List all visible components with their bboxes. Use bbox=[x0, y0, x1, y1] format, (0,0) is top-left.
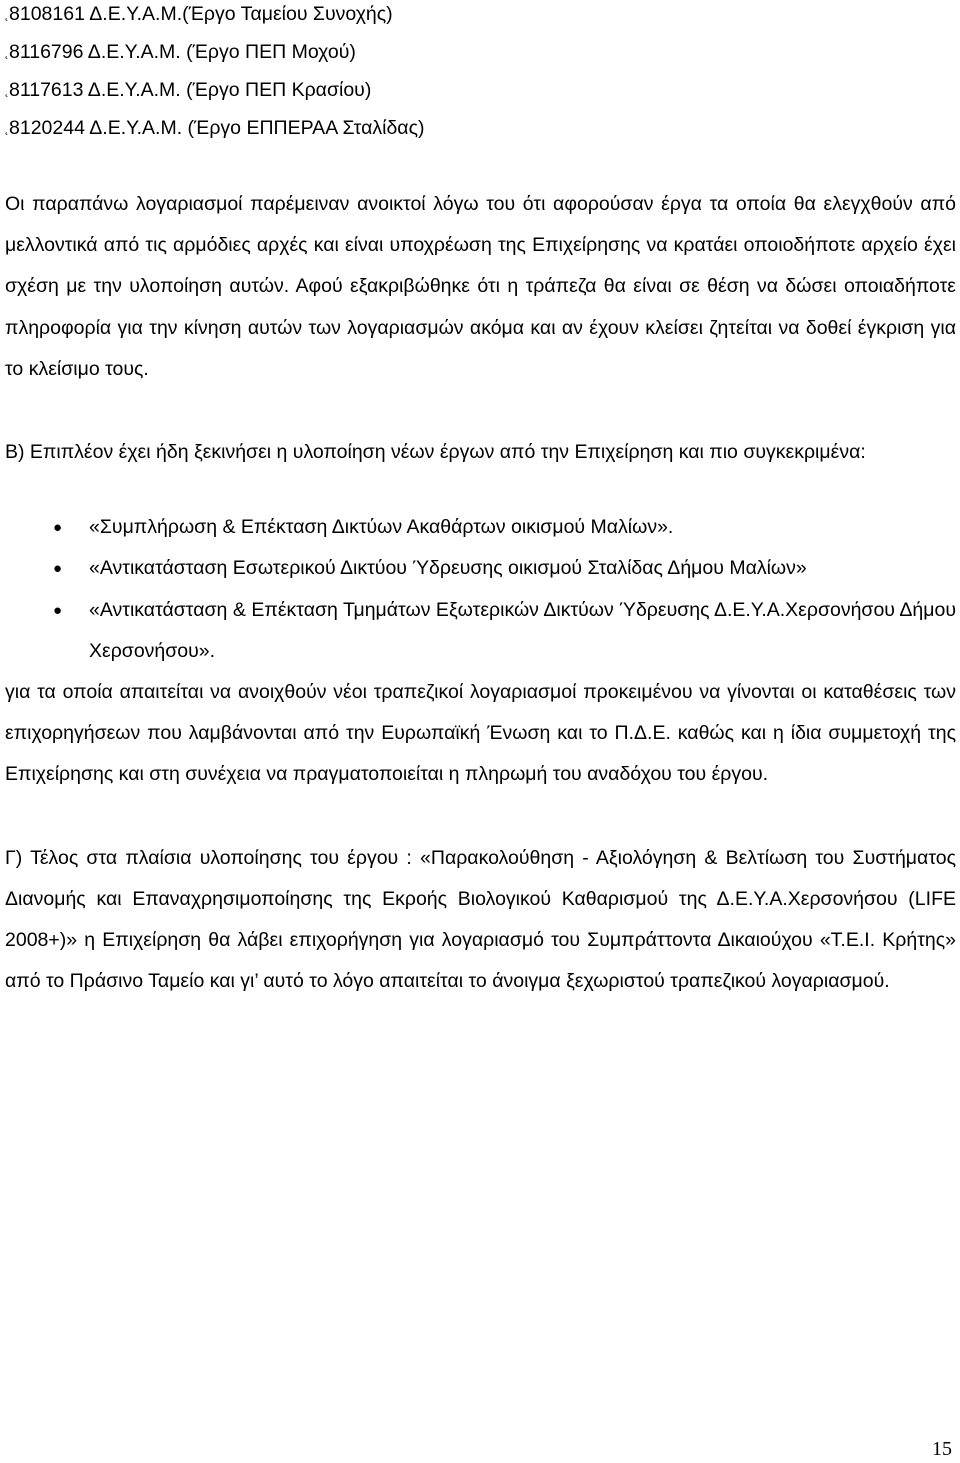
project-item: ● «Συμπλήρωση & Επέκταση Δικτύων Ακαθάρτων οικισμού Μαλίων». bbox=[5, 507, 956, 548]
page-number: 15 bbox=[932, 1438, 952, 1460]
tick-mark: ˛ bbox=[5, 45, 9, 59]
bullet-icon: ● bbox=[53, 601, 63, 619]
paragraph-c: Γ) Τέλος στα πλαίσια υλοποίησης του έργου : «Παρακολούθηση - Αξιολόγηση & Βελτίωση του Συστήματος Διανομής και Επαναχρησιμοποίησης της Εκροής Βιολογικού Καθαρισμού της Δ.Ε.Υ.Α.Χερσονήσου (LIFE 2008+)» η Επιχείρηση θα λάβει επιχορήγηση για λογαριασμό του Συμπράττοντα Δικαιούχου «Τ.Ε.Ι. Κρήτης» από το Πράσινο Ταμείο και γι’ αυτό το λόγο απαιτείται το άνοιγμα ξεχωριστού τραπεζικού λογαριασμού. bbox=[5, 846, 956, 993]
tick-mark: ˛ bbox=[5, 7, 9, 21]
paragraph-new-accounts: για τα οποία απαιτείται να ανοιχθούν νέοι τραπεζικοί λογαριασμοί προκειμένου να γίνονται οι καταθέσεις των επιχορηγήσεων που λαμβάνονται από την Ευρωπαϊκή Ένωση και το Π.Δ.Ε. καθώς και η ίδια συμμετοχή της Επιχείρησης και στη συνέχεια να πραγματοποιείται η πληρωμή του αναδόχου του έργου. bbox=[5, 681, 956, 786]
bank-account-line: ˛8108161 Δ.Ε.Υ.Α.Μ.(Έργο Ταμείου Συνοχής) bbox=[5, 3, 393, 25]
paragraph-b: Β) Επιπλέον έχει ήδη ξεκινήσει η υλοποίηση νέων έργων από την Επιχείρηση και πιο συγκεκριμένα: bbox=[5, 441, 866, 464]
bank-account-list bbox=[5, 0, 956, 141]
project-item: ● «Αντικατάσταση Εσωτερικού Δικτύου Ύδρευσης οικισμού Σταλίδας Δήμου Μαλίων» bbox=[5, 548, 956, 589]
bank-account-line: ˛8117613 Δ.Ε.Υ.Α.Μ. (Έργο ΠΕΠ Κρασίου) bbox=[5, 79, 372, 101]
bullet-icon: ● bbox=[53, 519, 63, 537]
project-list bbox=[5, 507, 956, 672]
paragraph-open-accounts: Οι παραπάνω λογαριασμοί παρέμειναν ανοικτοί λόγω του ότι αφορούσαν έργα τα οποία θα ελεγχθούν από μελλοντικά από τις αρμόδιες αρχές και είναι υποχρέωση της Επιχείρησης να κρατάει οποιοδήποτε αρχείο έχει σχέση με την υλοποίηση αυτών. Αφού εξακριβώθηκε ότι η τράπεζα θα είναι σε θέση να δώσει οποιαδήποτε πληροφορία για την κίνηση αυτών των λογαριασμών ακόμα και αν έχουν κλείσει ζητείται να δοθεί έγκριση για το κλείσιμο τους. bbox=[5, 193, 956, 380]
document-page bbox=[5, 0, 956, 1002]
project-item: ● «Αντικατάσταση & Επέκταση Τμημάτων Εξωτερικών Δικτύων Ύδρευσης Δ.Ε.Υ.Α.Χερσονήσου Δήμου Χερσονήσου». bbox=[5, 590, 956, 672]
bullet-icon: ● bbox=[53, 560, 63, 578]
tick-mark: ˛ bbox=[5, 83, 9, 97]
tick-mark: ˛ bbox=[5, 121, 9, 135]
bank-account-line: ˛8116796 Δ.Ε.Υ.Α.Μ. (Έργο ΠΕΠ Μοχού) bbox=[5, 41, 356, 63]
bank-account-line: ˛8120244 Δ.Ε.Υ.Α.Μ. (Έργο ΕΠΠΕΡΑΑ Σταλίδας) bbox=[5, 117, 425, 139]
